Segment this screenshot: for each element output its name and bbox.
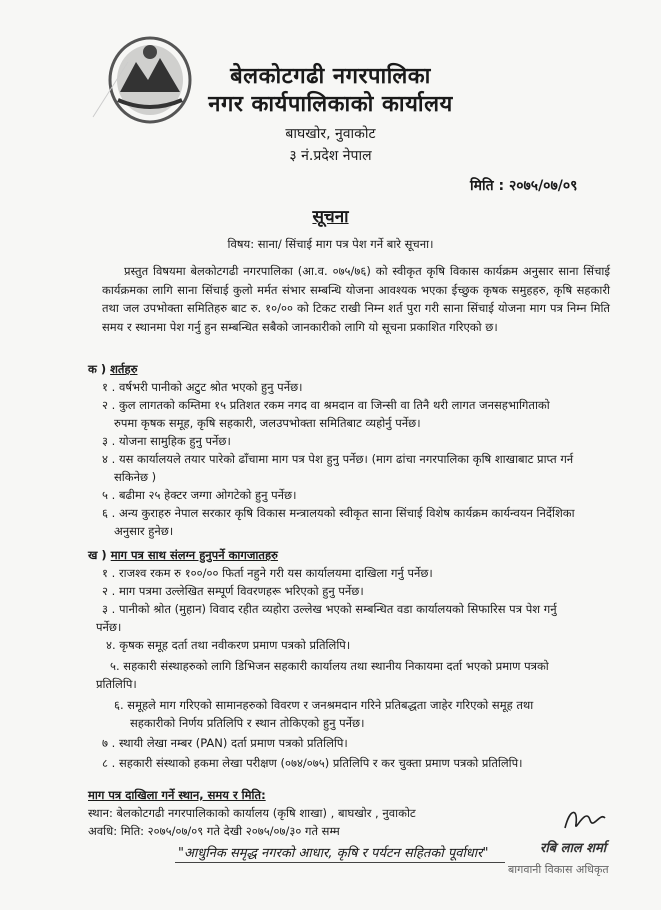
footer-divider xyxy=(175,862,505,863)
section-a-line: २ . कुल लागतको कम्तिमा १५ प्रतिशत रकम नगद वा श्रमदान वा जिन्सी वा तिनै थरी लागत जनसहभागिताको xyxy=(102,398,550,412)
section-a-line: १ . वर्षभरी पानीको अटुट श्रोत भएको हुनु पर्नेछ। xyxy=(102,380,303,394)
notice-subject: विषय: साना/ सिंचाई माग पत्र पेश गर्ने बारे सूचना। xyxy=(227,237,434,251)
signer-title: बागवानी विकास अधिकृत xyxy=(508,863,609,876)
notice-date: मिति : २०७५/०७/०९ xyxy=(470,178,578,194)
section-b-line: ७ . स्थायी लेखा नम्बर (PAN) दर्ता प्रमाण पत्रको प्रतिलिपि। xyxy=(102,736,348,750)
section-b-line: ८ . सहकारी संस्थाको हकमा लेखा परीक्षण (०७४/०७५) प्रतिलिपि र कर चुक्ता प्रमाण पत्रको प्रतिलिपि। xyxy=(102,756,523,770)
section-a-title: शर्तहरु xyxy=(110,362,138,376)
section-a-line: ५ . बढीमा २५ हेक्टर जग्गा ओगटेको हुनु पर्नेछ। xyxy=(102,488,297,502)
section-b-line: प्रतिलिपि। xyxy=(96,677,137,691)
submission-heading: माग पत्र दाखिला गर्ने स्थान, समय र मिति: xyxy=(88,788,266,802)
notice-title: सूचना xyxy=(312,207,349,227)
section-a-line: ३ . योजना सामुहिक हुनु पर्नेछ। xyxy=(102,434,231,448)
notice-paragraph: प्रस्तुत विषयमा बेलकोटगढी नगरपालिका (आ.व. ०७५/७६) को स्वीकृत कृषि विकास कार्यक्रम अनुसार साना सिंचाई कार्यक्रमका लागि साना सिंचाई कुलो मर्मत संभार सम्बन्धि योजना आवश्यक भएका ईच्छुक कृषक समुहहरु, कृषि सहकारी तथा जल उपभोक्ता समितिहरु बाट रु. १०/०० को टिकट राखी निम्न शर्त पुरा गरी साना सिंचाई योजना माग पत्र निम्न मिति समय र स्थानमा पेश गर्नु हुन सम्बन्धित सबैको जानकारीको लागि यो सूचना प्रकाशित गरिएको छ। xyxy=(102,264,610,334)
office-name: नगर कार्यपालिकाको कार्यालय xyxy=(208,92,453,117)
section-a-line: ६ . अन्य कुराहरु नेपाल सरकार कृषि विकास मन्त्रालयको स्वीकृत साना सिंचाई विशेष कार्यक्रम कार्यन्वयन निर्देशिका xyxy=(102,506,575,520)
signature-icon xyxy=(560,800,610,840)
province-name: ३ नं.प्रदेश नेपाल xyxy=(289,148,372,164)
section-b-line: २ . माग पत्रमा उल्लेखित सम्पूर्ण विवरणहरू भरिएको हुनु पर्नेछ। xyxy=(102,584,364,598)
section-b-line: ४. कृषक समूह दर्ता तथा नवीकरण प्रमाण पत्रको प्रतिलिपि। xyxy=(106,638,351,652)
section-a-line: अनुसार हुनेछ। xyxy=(114,524,174,538)
municipality-name: बेलकोटगढी नगरपालिका xyxy=(230,64,431,89)
office-address: बाघखोर, नुवाकोट xyxy=(285,126,376,142)
section-b-marker: ख ) xyxy=(88,548,107,562)
section-b-line: पर्नेछ। xyxy=(96,620,122,634)
section-b-line: ६. समूहले माग गरिएको सामानहरुको विवरण र जनश्रमदान गरिने प्रतिबद्धता जाहेर गरिएको समूह तथा xyxy=(114,698,534,712)
section-a-line: रुपमा कृषक समूह, कृषि सहकारी, जलउपभोक्ता समितिबाट व्यहोर्नु पर्नेछ। xyxy=(114,416,421,430)
section-b-line: १ . राजश्व रकम रु १००/०० फिर्ता नहुने गरी यस कार्यालयमा दाखिला गर्नु पर्नेछ। xyxy=(102,566,433,580)
section-b-line: सहकारीको निर्णय प्रतिलिपि र स्थान तोकिएको हुनु पर्नेछ। xyxy=(130,716,365,730)
submission-place: स्थान: बेलकोटगढी नगरपालिकाको कार्यालय (कृषि शाखा) , बाघखोर , नुवाकोट xyxy=(88,806,416,820)
signer-name: रबि लाल शर्मा xyxy=(540,841,607,856)
section-a-line: सकिनेछ ) xyxy=(114,470,157,484)
section-b-line: ३ . पानीको श्रोत (मुहान) विवाद रहीत व्यहोरा उल्लेख भएको सम्बन्धित वडा कार्यालयको सिफारिस पत्र पेश गर्नु xyxy=(102,602,557,616)
section-b-title: माग पत्र साथ संलग्न हुनुपर्ने कागजातहरु xyxy=(110,548,278,562)
submission-period: अवधि: मिति: २०७५/०७/०९ गते देखी २०७५/०७/३० गते सम्म xyxy=(88,824,340,838)
section-b-line: ५. सहकारी संस्थाहरुको लागि डिभिजन सहकारी कार्यालय तथा स्थानीय निकायमा दर्ता भएको प्रमाण पत्रको xyxy=(110,659,549,673)
section-a-marker: क ) xyxy=(88,362,107,376)
section-a-line: ४ . यस कार्यालयले तयार पारेको ढाँचामा माग पत्र पेश हुनु पर्नेछ। (माग ढांचा नगरपालिका कृषि शाखाबाट प्राप्त गर्न xyxy=(102,452,574,466)
section-a-heading xyxy=(88,362,137,377)
section-b-heading xyxy=(88,548,278,563)
footer-slogan: "आधुनिक समृद्ध नगरको आधार, कृषि र पर्यटन सहितको पूर्वाधार" xyxy=(178,846,489,861)
